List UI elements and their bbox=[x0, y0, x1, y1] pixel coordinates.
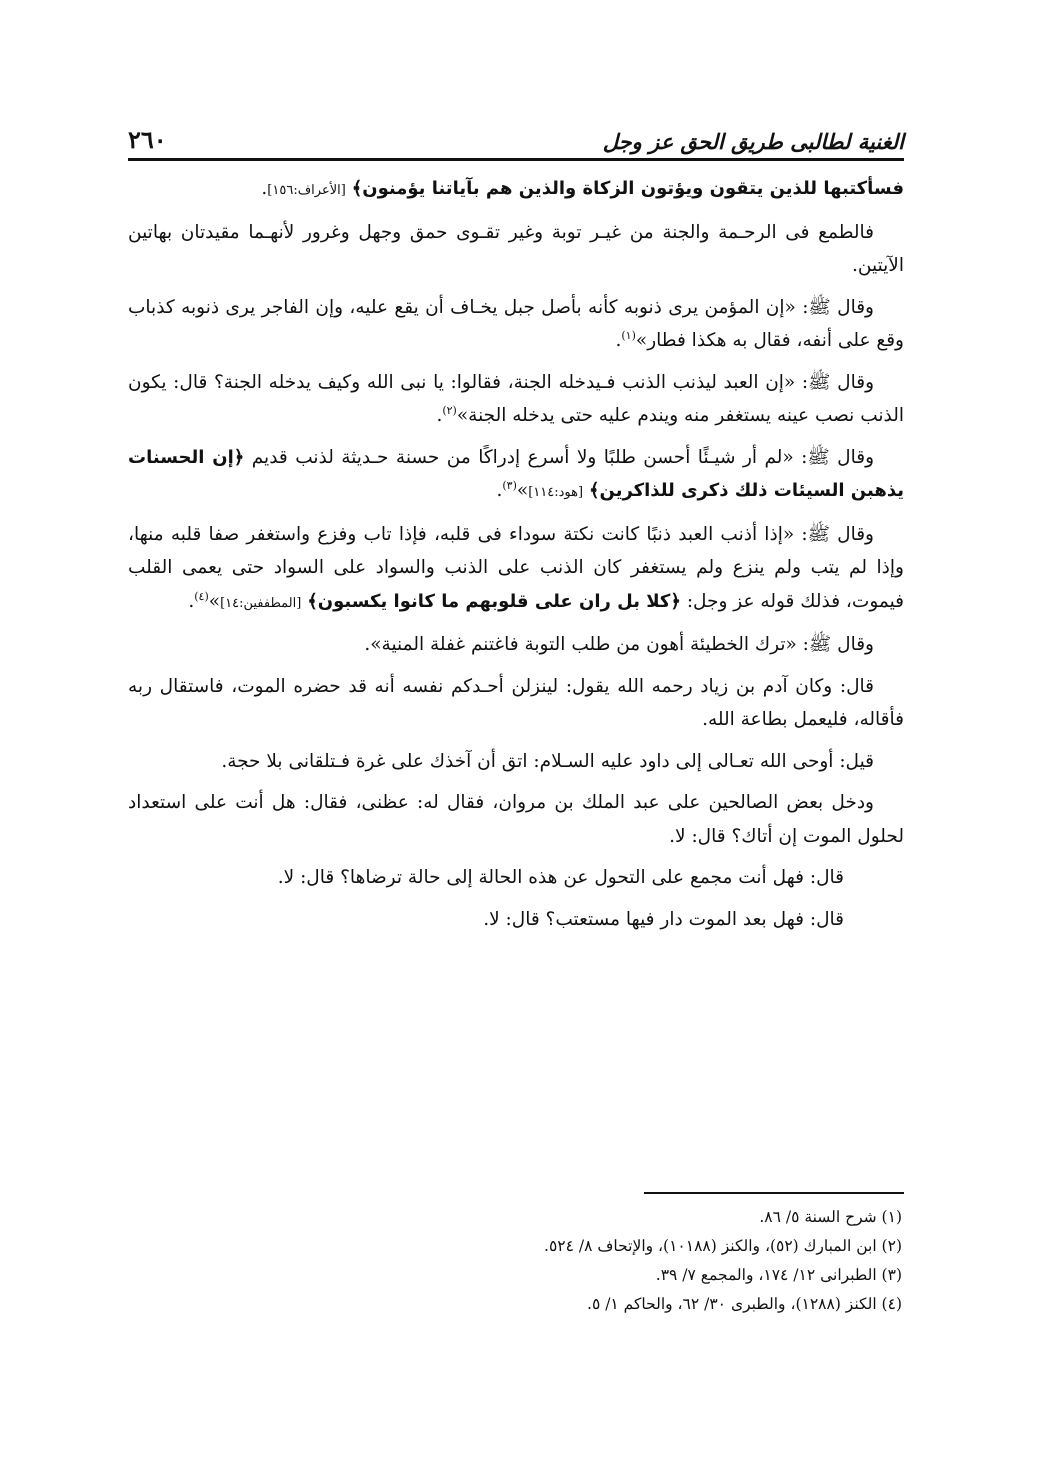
closing-quote: » bbox=[516, 480, 529, 501]
footnote-3: (٣) الطبرانى ١٢/ ١٧٤، والمجمع ٧/ ٣٩. bbox=[655, 1266, 902, 1284]
page-number: ٢٦٠ bbox=[128, 125, 167, 154]
quran-verse: فسأكتبها للذين يتقون ويؤتون الزكاة والذين هم بآياتنا يؤمنون﴾ bbox=[351, 178, 904, 199]
hadith-text: وقال ﷺ: «إذا أذنب العبد ذنبًا كانت نكتة سوداء فى قلبه، فإذا تاب وفزع واستغفر صفا قلبه منها، وإذا لم يتب ولم ينزع ولم يستغفر كان الذنب على الذنب والسواد على السواد حتى يعمى القلب فيموت، فذلك قوله عز وجل: bbox=[128, 523, 904, 612]
footnote-2: (٢) ابن المبارك (٥٢)، والكنز (١٠١٨٨)، والإتحاف ٨/ ٥٢٤. bbox=[544, 1237, 902, 1255]
footnote-marker: (٤) bbox=[194, 589, 209, 603]
main-text bbox=[128, 172, 904, 944]
paragraph-10: ودخل بعض الصالحين على عبد الملك بن مروان، فقال له: عظنى، فقال: هل أنت على استعداد لحلول الموت إن أتاك؟ قال: لا. bbox=[128, 792, 904, 847]
footnote-4: (٤) الكنز (١٢٨٨)، والطبرى ٣٠/ ٦٢، والحاكم ١/ ٥. bbox=[587, 1295, 902, 1313]
paragraph-3 bbox=[128, 291, 904, 358]
header-rule bbox=[128, 158, 904, 161]
verse-reference: [الأعراف:١٥٦] bbox=[267, 183, 346, 198]
punctuation: . bbox=[188, 590, 195, 612]
quran-verse: ﴿إن الحسنات يذهبن السيئات ذلك ذكرى للذاكرين﴾ bbox=[128, 446, 904, 501]
hadith-text: وقال ﷺ: «لم أر شيـئًا أحسن طلبًا ولا أسرع إدراكًا من حسنة حـديثة لذنب قديم bbox=[251, 446, 875, 468]
paragraph-4 bbox=[128, 366, 904, 433]
paragraph-9: قيل: أوحى الله تعـالى إلى داود عليه السـلام: اتق أن آخذك على غرة فـتلقانى بلا حجة. bbox=[221, 750, 874, 772]
paragraph-12: قال: فهل بعد الموت دار فيها مستعتب؟ قال: لا. bbox=[483, 908, 844, 930]
running-header bbox=[128, 124, 904, 154]
paragraph-1 bbox=[128, 172, 904, 208]
verse-reference: [هود:١١٤] bbox=[528, 485, 584, 500]
paragraph-2: فالطمع فى الرحـمة والجنة من غيـر توبة وغير تقـوى حمق وجهل وغرور لأنهـما مقيدتان بهاتين الآيتين. bbox=[128, 221, 904, 276]
footnote-marker: (٢) bbox=[442, 403, 457, 417]
punctuation: . bbox=[496, 480, 503, 501]
paragraph-6 bbox=[128, 518, 904, 621]
paragraph-5 bbox=[128, 441, 904, 510]
punctuation: . bbox=[261, 178, 268, 199]
footnote-marker: (١) bbox=[621, 328, 636, 342]
closing-quote: » bbox=[208, 590, 221, 612]
verse-reference: [المطففين:١٤] bbox=[220, 595, 302, 611]
footnotes bbox=[128, 1203, 904, 1319]
footnote-1: (١) شرح السنة ٥/ ٨٦. bbox=[759, 1208, 902, 1226]
hadith-text: وقال ﷺ: «إن العبد ليذنب الذنب فـيدخله الجنة، فقالوا: يا نبى الله وكيف يدخله الجنة؟ قال: يكون الذنب نصب عينه يستغفر منه ويندم عليه حتى يدخله الجنة» bbox=[128, 371, 904, 426]
punctuation: . bbox=[615, 330, 622, 351]
punctuation: . bbox=[436, 405, 443, 426]
book-title: الغنية لطالبى طريق الحق عز وجل bbox=[602, 129, 904, 154]
hadith-text: وقال ﷺ: «إن المؤمن يرى ذنوبه كأنه بأصل جبل يخـاف أن يقع عليه، وإن الفاجر يرى ذنوبه كذباب وقع على أنفه، فقال به هكذا فطار» bbox=[128, 296, 904, 351]
footnote-marker: (٣) bbox=[502, 478, 517, 492]
quran-verse: ﴿كلا بل ران على قلوبهم ما كانوا يكسبون﴾ bbox=[307, 590, 681, 612]
footnote-rule bbox=[644, 1192, 904, 1194]
paragraph-8: قال: وكان آدم بن زياد رحمه الله يقول: لينزلن أحـدكم نفسه أنه قد حضره الموت، فاستقال ربه فأقاله، فليعمل بطاعة الله. bbox=[128, 675, 904, 730]
paragraph-7: وقال ﷺ: «ترك الخطيئة أهون من طلب التوبة فاغتنم غفلة المنية». bbox=[364, 634, 874, 655]
paragraph-11: قال: فهل أنت مجمع على التحول عن هذه الحالة إلى حالة ترضاها؟ قال: لا. bbox=[277, 867, 844, 888]
